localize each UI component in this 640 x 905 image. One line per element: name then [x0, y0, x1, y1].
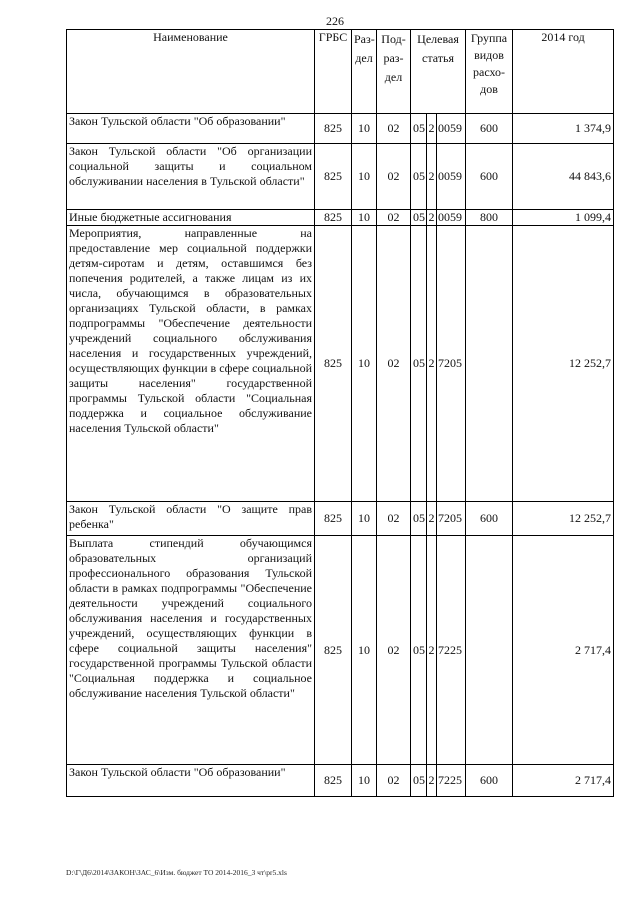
- row-amount: 12 252,7: [513, 502, 614, 536]
- row-expense-group: 800: [466, 210, 513, 226]
- row-grbs: 825: [315, 226, 352, 502]
- row-target-subprogram: 2: [428, 210, 435, 224]
- row-name: Иные бюджетные ассигнования: [67, 210, 315, 226]
- row-name: Выплата стипендий обучающимся образовательных организаций профессионального образования Тульской области в рамках подпрограммы "Обеспечение деятельности учреждений социального обслуживания населения и государственных учреждений, осуществляющих функции в сфере социальной защиты населения" государственной программы Тульской области "Социальная поддержка и социальное обслуживание населения Тульской области": [67, 536, 315, 765]
- row-target-program: 05: [411, 226, 427, 502]
- row-name: Закон Тульской области "Об организации социальной защиты и социальном обслуживании населения в Тульской области": [67, 144, 315, 210]
- row-grbs: 825: [315, 502, 352, 536]
- row-razdel: 10: [352, 144, 377, 210]
- row-target-code: 7205: [437, 502, 466, 536]
- row-target-code: 0059: [437, 144, 466, 210]
- row-name: Мероприятия, направленные на предоставление мер социальной поддержки детям-сиротам и детям, оставшимся без попечения родителей, а также лицам из их числа, обучающимся в образовательных организациях Тульской области, в рамках подпрограммы "Обеспечение деятельности учреждений социального обслуживания населения и государственных учреждений, осуществляющих функции в сфере социальной защиты населения" государственной программы Тульской области "Социальная поддержка и социальное обслуживание населения Тульской области": [67, 226, 315, 502]
- row-podrazdel: 02: [377, 536, 411, 765]
- row-grbs: 825: [315, 765, 352, 797]
- row-podrazdel: 02: [377, 226, 411, 502]
- row-amount: 44 843,6: [513, 144, 614, 210]
- row-expense-group: 600: [466, 502, 513, 536]
- page-number: 226: [326, 14, 344, 28]
- row-target-program: 05: [411, 144, 427, 210]
- table-row: [67, 114, 614, 144]
- row-grbs: 825: [315, 114, 352, 144]
- row-target-program: 05: [411, 114, 427, 144]
- row-podrazdel: 02: [377, 144, 411, 210]
- row-target-code: 7225: [437, 765, 466, 797]
- table-row: [67, 502, 614, 536]
- row-amount: 1 099,4: [513, 210, 614, 226]
- row-expense-group: 600: [466, 114, 513, 144]
- row-expense-group: 600: [466, 765, 513, 797]
- row-target-subprogram: 2: [427, 502, 437, 536]
- row-amount: 1 374,9: [513, 114, 614, 144]
- row-amount: 2 717,4: [513, 536, 614, 765]
- table-row: [67, 144, 614, 210]
- header-grbs: ГРБС: [315, 30, 352, 114]
- row-podrazdel: 02: [377, 502, 411, 536]
- table-row: [67, 210, 614, 226]
- row-target-program: 05: [411, 536, 427, 765]
- table-row: [67, 536, 614, 765]
- header-podrazdel: Под- раз- дел: [377, 30, 411, 114]
- row-podrazdel: 02: [377, 210, 411, 226]
- header-year: 2014 год: [513, 30, 614, 114]
- header-name: Наименование: [67, 30, 315, 114]
- row-podrazdel: 02: [377, 114, 411, 144]
- row-grbs: 825: [315, 536, 352, 765]
- row-target-subprogram: 2: [427, 226, 437, 502]
- row-podrazdel: 02: [377, 765, 411, 797]
- row-target-subprogram: 2: [427, 765, 437, 797]
- row-target-program: 05: [411, 502, 427, 536]
- header-gruppa: Группа видов расхо- дов: [466, 30, 513, 114]
- row-grbs: 825: [315, 144, 352, 210]
- header-razdel: Раз- дел: [352, 30, 377, 114]
- row-target-subprogram: 2: [427, 144, 437, 210]
- row-target-code: 7205: [437, 226, 466, 502]
- header-tselevaya: Целевая статья: [411, 30, 466, 114]
- table-row: [67, 765, 614, 797]
- row-amount: 2 717,4: [513, 765, 614, 797]
- row-razdel: 10: [352, 210, 377, 226]
- row-expense-group: [466, 536, 513, 765]
- row-razdel: 10: [352, 502, 377, 536]
- table-row: [67, 226, 614, 502]
- row-expense-group: 600: [466, 144, 513, 210]
- row-name: Закон Тульской области "О защите прав ребенка": [67, 502, 315, 536]
- row-expense-group: [466, 226, 513, 502]
- row-grbs: 825: [315, 210, 352, 226]
- file-path-footer: D:\Г\Д6\2014\ЗАКОН\ЗАС_6\Изм. бюджет ТО 2014-2016_3 чт\pr5.xls: [66, 868, 287, 877]
- row-target-program: 05: [411, 210, 427, 226]
- row-target-code: 0059: [437, 210, 466, 226]
- row-target-subprogram: 2: [427, 536, 437, 765]
- row-target-code: 7225: [437, 536, 466, 765]
- row-target-subprogram: 2: [427, 114, 437, 144]
- row-razdel: 10: [352, 114, 377, 144]
- row-name: Закон Тульской области "Об образовании": [67, 765, 315, 797]
- budget-table: [66, 29, 614, 797]
- row-target-code: 0059: [437, 114, 466, 144]
- row-razdel: 10: [352, 226, 377, 502]
- table-header-row: [67, 30, 614, 114]
- row-razdel: 10: [352, 536, 377, 765]
- row-amount: 12 252,7: [513, 226, 614, 502]
- row-target-program: 05: [411, 765, 427, 797]
- row-name: Закон Тульской области "Об образовании": [67, 114, 315, 144]
- row-razdel: 10: [352, 765, 377, 797]
